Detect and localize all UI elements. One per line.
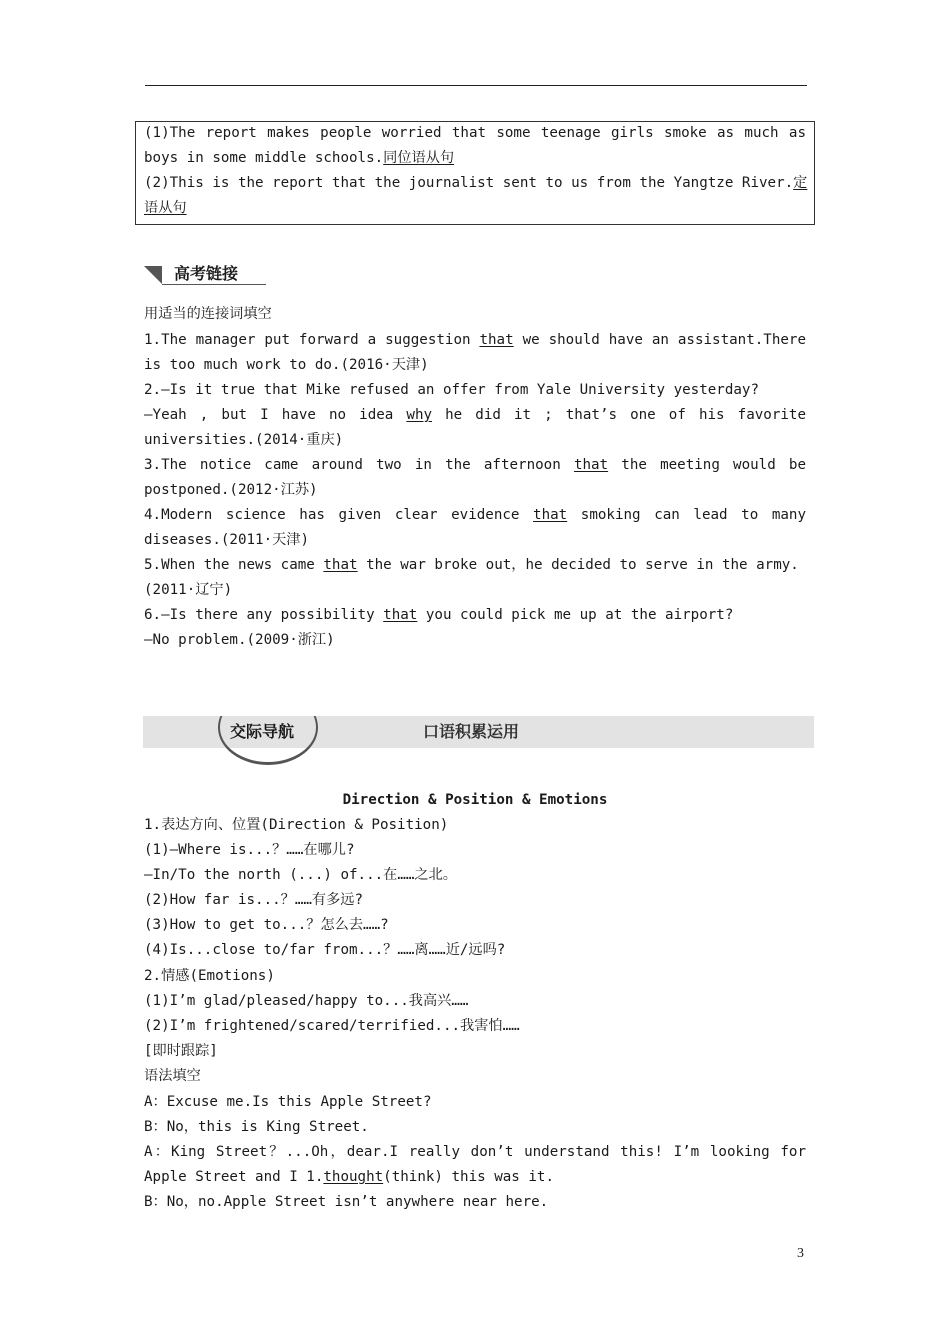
jiaoji-line-9: (2)I’m frightened/scared/terrified...我害怕……	[144, 1018, 520, 1034]
question-5: 5.When the news came that the war broke out，he decided to serve in the army.	[144, 557, 799, 573]
answer-blank: that	[479, 332, 514, 348]
question-3-cont: postponed.(2012·江苏)	[144, 482, 318, 498]
jiaoji-line-5: (3)How to get to...？怎么去……?	[144, 917, 389, 933]
answer-blank: that	[533, 507, 568, 523]
jiaoji-badge: 交际导航	[230, 722, 295, 741]
corner-triangle-icon	[144, 266, 162, 284]
question-2: 2.—Is it true that Mike refused an offer from Yale University yesterday?	[144, 382, 759, 398]
question-2-reply: —Yeah , but I have no idea why he did it ; that’s one of his favorite	[144, 407, 807, 423]
question-6: 6.—Is there any possibility that you could pick me up at the airport?	[144, 607, 734, 623]
dialogue-line-1: A：Excuse me.Is this Apple Street?	[144, 1094, 432, 1110]
clause-type-label: 同位语从句	[383, 150, 455, 166]
box-line-3: (2)This is the report that the journalist sent to us from the Yangtze River.定	[144, 175, 808, 191]
question-5-cont: (2011·辽宁)	[144, 582, 233, 598]
box-line-2: boys in some middle schools.同位语从句	[144, 150, 455, 166]
answer-blank: that	[323, 557, 358, 573]
question-1: 1.The manager put forward a suggestion that we should have an assistant.There	[144, 332, 807, 348]
jiaoji-line-11: 语法填空	[144, 1068, 201, 1084]
answer-blank: thought	[323, 1169, 384, 1185]
box-line-1: (1)The report makes people worried that some teenage girls smoke as much as	[144, 125, 806, 141]
question-4-cont: diseases.(2011·天津)	[144, 532, 310, 548]
answer-blank: why	[406, 407, 433, 423]
dialogue-line-3: A：King Street？...Oh，dear.I really don’t understand this! I’m looking for	[144, 1144, 806, 1160]
jiaoji-line-6: (4)Is...close to/far from...？……离……近/远吗?	[144, 942, 506, 958]
header-rule	[145, 85, 807, 86]
box-line-4: 语从句	[144, 200, 187, 216]
jiaoji-line-8: (1)I’m glad/pleased/happy to...我高兴……	[144, 993, 469, 1009]
jiaoji-line-3: —In/To the north (...) of...在……之北。	[144, 867, 457, 883]
jiaoji-line-2: (1)—Where is...？……在哪儿?	[144, 842, 355, 858]
answer-blank: that	[573, 457, 609, 473]
question-3: 3.The notice came around two in the afternoon that the meeting would be	[144, 457, 806, 473]
jiaoji-line-1: 1.表达方向、位置(Direction & Position)	[144, 817, 449, 833]
dialogue-line-5: B：No，no.Apple Street isn’t anywhere near here.	[144, 1194, 549, 1210]
jiaoji-subtitle: 口语积累运用	[423, 722, 520, 741]
section-heading: Direction & Position & Emotions	[342, 792, 608, 808]
question-4: 4.Modern science has given clear evidence that smoking can lead to many	[144, 507, 807, 523]
gaokao-title: 高考链接	[174, 264, 239, 283]
question-2-cont: universities.(2014·重庆)	[144, 432, 344, 448]
page-number: 3	[797, 1246, 804, 1261]
dialogue-line-2: B：No，this is King Street.	[144, 1119, 369, 1135]
dialogue-line-4: Apple Street and I 1.thought(think) this was it.	[144, 1169, 555, 1185]
gaokao-instruction: 用适当的连接词填空	[144, 306, 272, 322]
gaokao-section-header	[144, 262, 266, 286]
jiaoji-line-10: [即时跟踪]	[144, 1043, 218, 1059]
jiaoji-line-7: 2.情感(Emotions)	[144, 968, 275, 984]
jiaoji-line-4: (2)How far is...？……有多远?	[144, 892, 364, 908]
question-6-reply: —No problem.(2009·浙江)	[144, 632, 335, 648]
question-1-cont: is too much work to do.(2016·天津)	[144, 357, 429, 373]
answer-blank: that	[383, 607, 418, 623]
